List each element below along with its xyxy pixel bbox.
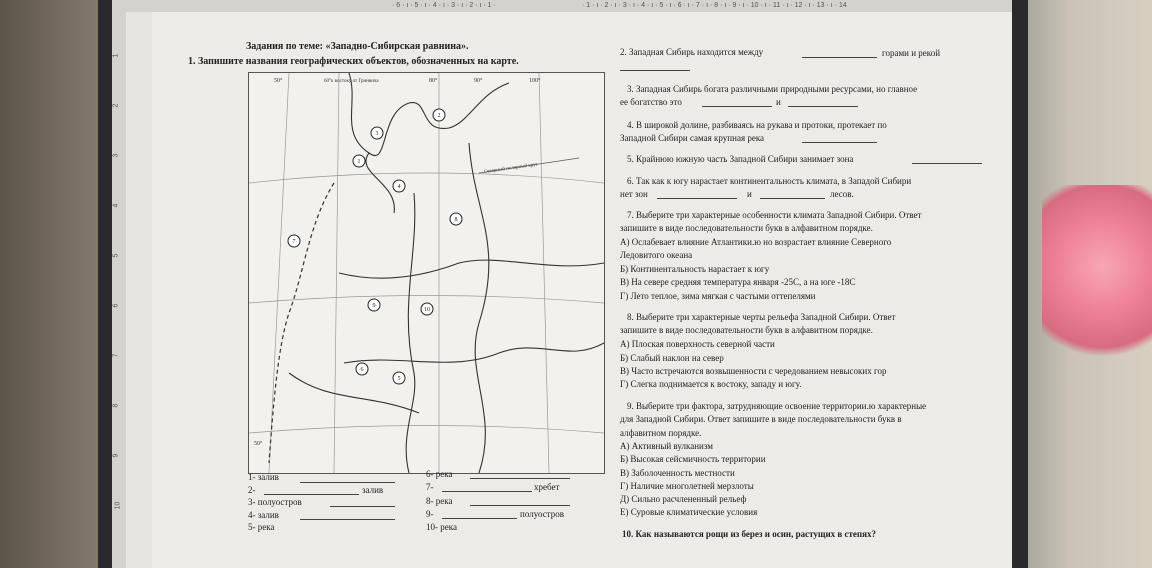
- lon-label-100: 100°: [529, 78, 541, 84]
- question-10: 10. Как называются рощи из берез и осин, растущих в степях?: [622, 529, 876, 539]
- question-5: 5. Крайнюю южную часть Западной Сибири занимает зона: [627, 154, 854, 164]
- q7-option-d: Г) Лето теплое, зима мягкая с частыми оттепелями: [620, 291, 816, 301]
- answer-line-9[interactable]: [442, 518, 517, 519]
- q9-line-1: 9. Выберите три фактора, затрудняющие освоение территории.ю характерные: [627, 401, 927, 411]
- answer-2-label: залив: [362, 485, 384, 495]
- answer-line-q6b[interactable]: [760, 198, 825, 199]
- q7-line-2: запишите в виде последовательности букв в алфавитном порядке.: [620, 223, 873, 233]
- map-marker-7: [288, 235, 300, 247]
- map-marker-8: [450, 213, 462, 225]
- answer-7-label: хребет: [534, 482, 560, 492]
- lon-label-90: 90°: [474, 78, 483, 84]
- map-marker-5: [393, 372, 405, 384]
- answer-5: 5- река: [248, 522, 275, 532]
- answer-10: 10- река: [426, 522, 457, 532]
- question-6-and: и: [747, 189, 752, 199]
- answer-line-7[interactable]: [442, 491, 532, 492]
- svg-text:10: 10: [424, 307, 430, 313]
- q8-line-1: 8. Выберите три характерные черты рельефа Западной Сибири. Ответ: [627, 312, 896, 322]
- q7-option-a: А) Ослабевает влияние Атлантики.ю но возрастает влияние Северного: [620, 237, 892, 247]
- q9-line-2: для Западной Сибири. Ответ запишите в виде последовательности букв в: [620, 414, 902, 424]
- vertical-ruler[interactable]: 1 2 3 4 5 6 7 8 9 10: [112, 12, 126, 568]
- svg-text:6: 6: [360, 367, 364, 373]
- answer-9-label: полуостров: [520, 509, 564, 519]
- question-2-start: 2. Западная Сибирь находится между: [620, 47, 764, 57]
- answer-line-q4[interactable]: [802, 142, 877, 143]
- map-drawing: [249, 73, 604, 473]
- question-6-forests: лесов.: [830, 189, 854, 199]
- answer-line-q5[interactable]: [912, 163, 982, 164]
- svg-text:2: 2: [437, 113, 441, 119]
- answer-line-q2a[interactable]: [802, 57, 877, 58]
- svg-text:8: 8: [454, 217, 458, 223]
- question-6-line-1: 6. Так как к югу нарастает континентальность климата, в Западой Сибири: [627, 176, 912, 186]
- horizontal-ruler[interactable]: · 6 · ı · 5 · ı · 4 · ı · 3 · ı · 2 · ı · 1 · · 1 · ı · 2 · ı · 3 · ı · 4 · ı · 5 · ı · 6 · ı · 7 · ı · 8 · ı · 9 · ı · 10 · ı · 11 · ı · 12 · ı · 13 · ı · 14: [112, 0, 1012, 12]
- question-4-line-1: 4. В широкой долине, разбиваясь на рукава и протоки, протекает по: [627, 120, 887, 130]
- answer-line-8[interactable]: [470, 505, 570, 506]
- q7-option-c: В) На севере средняя температура января -25С, а на юге -18С: [620, 277, 856, 287]
- q7-option-a-cont: Ледовитого океана: [620, 250, 693, 260]
- lon-label-50: 50°: [274, 78, 283, 84]
- question-4-line-2: Западной Сибири самая крупная река: [620, 133, 765, 143]
- answer-line-2[interactable]: [264, 494, 359, 495]
- svg-text:3: 3: [375, 131, 379, 137]
- q7-line-1: 7. Выберите три характерные особенности климата Западной Сибири. Ответ: [627, 210, 922, 220]
- answer-3: 3- полуостров: [248, 497, 302, 507]
- question-3-and: и: [776, 97, 781, 107]
- question-2-end: горами и рекой: [882, 48, 941, 58]
- word-document-screen: [112, 0, 1012, 568]
- q9-option-a: А) Активный вулканизм: [620, 441, 713, 451]
- q8-option-b: Б) Слабый наклон на север: [620, 353, 724, 363]
- svg-text:5: 5: [397, 376, 401, 382]
- answer-8: 8- река: [426, 496, 453, 506]
- map-marker-2: [433, 109, 445, 121]
- q9-option-b: Б) Высокая сейсмичность территории: [620, 454, 766, 464]
- answer-1: 1- залив: [248, 472, 279, 482]
- answer-line-q2b[interactable]: [620, 70, 690, 71]
- q9-line-3: алфавитном порядке.: [620, 428, 702, 438]
- question-6-nozones: нет зон: [620, 189, 648, 199]
- answer-line-q3a[interactable]: [702, 106, 772, 107]
- document-page: [152, 12, 1012, 568]
- q9-option-d: Г) Наличие многолетней мерзлоты: [620, 481, 754, 491]
- map-western-siberia: [248, 72, 605, 474]
- q9-option-c: В) Заболоченность местности: [620, 468, 735, 478]
- answer-7: 7-: [426, 482, 434, 492]
- answer-9: 9-: [426, 509, 434, 519]
- q7-option-b: Б) Континентальность нарастает к югу: [620, 264, 770, 274]
- lon-label-60: 60°к востоку от Гринвича: [324, 79, 379, 84]
- answer-line-4[interactable]: [300, 519, 395, 520]
- svg-text:7: 7: [292, 239, 296, 245]
- answer-line-q6a[interactable]: [657, 198, 737, 199]
- q8-option-d: Г) Слегка поднимается к востоку, западу и югу.: [620, 379, 802, 389]
- answer-6: 6- река: [426, 469, 453, 479]
- pink-flower: [1042, 185, 1152, 365]
- arctic-circle-label: Северный полярный круг: [483, 162, 539, 175]
- answer-4: 4- залив: [248, 510, 279, 520]
- map-marker-1: [353, 155, 365, 167]
- map-marker-3: [371, 127, 383, 139]
- lat-label-50: 50°: [254, 441, 263, 447]
- map-marker-6: [356, 363, 368, 375]
- q8-line-2: запишите в виде последовательности букв в алфавитном порядке.: [620, 325, 873, 335]
- q9-option-f: Е) Суровые климатические условия: [620, 507, 758, 517]
- question-3-line-2: ее богатство это: [620, 97, 682, 107]
- map-marker-4: [393, 180, 405, 192]
- svg-text:4: 4: [397, 184, 401, 190]
- q8-option-c: В) Часто встречаются возвышенности с чередованием невысоких гор: [620, 366, 887, 376]
- map-marker-9: [368, 299, 380, 311]
- q9-option-e: Д) Сильно расчлененный рельеф: [620, 494, 747, 504]
- svg-text:9: 9: [372, 303, 376, 309]
- answer-2: 2-: [248, 485, 256, 495]
- svg-text:1: 1: [357, 159, 361, 165]
- map-marker-10: [421, 303, 433, 315]
- answer-line-6[interactable]: [470, 478, 570, 479]
- question-3-line-1: 3. Западная Сибирь богата различными природными ресурсами, но главное: [627, 84, 918, 94]
- page-title: Задания по теме: «Западно-Сибирская равнина».: [246, 41, 469, 52]
- lon-label-80: 80°: [429, 78, 438, 84]
- answer-line-q3b[interactable]: [788, 106, 858, 107]
- answer-line-3[interactable]: [330, 506, 395, 507]
- task-1-text: 1. Запишите названия географических объектов, обозначенных на карте.: [188, 56, 519, 67]
- answer-line-1[interactable]: [300, 482, 395, 483]
- q8-option-a: А) Плоская поверхность северной части: [620, 339, 775, 349]
